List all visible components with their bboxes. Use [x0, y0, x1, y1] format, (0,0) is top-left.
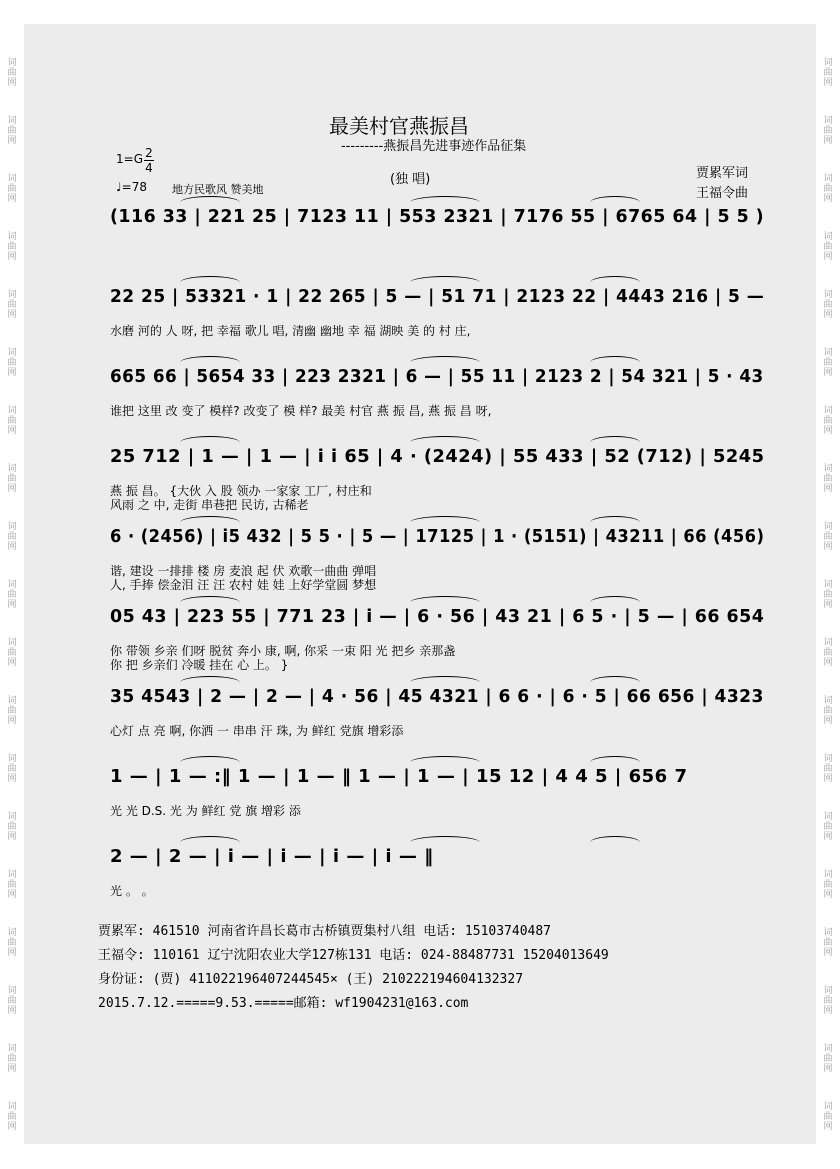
lyrics-line-second-verse: 人, 手捧 偿金泪 汪 汪 农村 娃 娃 上好学堂圆 梦想 [110, 578, 377, 592]
notation-line: 35 4543 | 2 — | 2 — | 4 · 56 | 45 4321 | 6 6 · | 6 · 5 | 66 656 | 4323 [110, 686, 764, 707]
watermark-text: 词曲网 [823, 870, 833, 900]
notation-line: (116 33 | 221 25 | 7123 11 | 553 2321 | 7176 55 | 6765 64 | 5 5 ) [110, 206, 765, 227]
watermark-text: 词曲网 [823, 232, 833, 262]
lyrics-line: 光 。 。 [110, 884, 154, 898]
watermark-text: 词曲网 [823, 348, 833, 378]
watermark-text: 词曲网 [823, 406, 833, 436]
slur-mark [590, 196, 640, 209]
lyrics-line: 光 光 D.S. 光 为 鲜红 党 旗 增彩 添 [110, 804, 301, 818]
lyrics-line: 谁把 这里 改 变了 模样? 改变了 模 样? 最美 村官 燕 振 昌, 燕 振 昌 呀, [110, 404, 492, 418]
watermark-text: 词曲网 [823, 116, 833, 146]
slur-mark [590, 516, 640, 529]
watermark-text: 词曲网 [7, 406, 17, 436]
watermark-text: 词曲网 [7, 928, 17, 958]
slur-mark [410, 756, 480, 769]
watermark-text: 词曲网 [7, 580, 17, 610]
slur-mark [410, 836, 480, 849]
score-row [110, 280, 764, 352]
notation-line: 6 · (2456) | i5 432 | 5 5 · | 5 — | 17125 | 1 · (5151) | 43211 | 66 (456) [110, 526, 765, 547]
watermark-text: 词曲网 [7, 812, 17, 842]
watermark-text: 词曲网 [7, 464, 17, 494]
slur-mark [590, 756, 640, 769]
notation-line: 1 — | 1 — :‖ 1 — | 1 — ‖ 1 — | 1 — | 15 12 | 4 4 5 | 656 7 [110, 766, 688, 787]
slur-mark [590, 436, 640, 449]
score-row [110, 440, 764, 512]
watermark-text: 词曲网 [7, 58, 17, 88]
footer-line-4: 2015.7.12.=====9.53.=====邮箱: wf1904231@163.com [98, 996, 469, 1011]
slur-mark [410, 596, 480, 609]
footer-line-1: 贾累军: 461510 河南省许昌长葛市古桥镇贾集村八组 电话: 15103740487 [98, 924, 552, 939]
score-row [110, 760, 764, 832]
lyricist-credit: 贾累军词 [696, 166, 749, 181]
lyrics-line: 你 带领 乡亲 们呀 脱贫 奔小 康, 啊, 你采 一束 阳 光 把乡 亲那盏 [110, 644, 456, 658]
slur-mark [180, 516, 240, 529]
footer-line-3: 身份证: (贾) 411022196407244545× (王) 210222194604132327 [98, 972, 524, 987]
notation-line: 25 712 | 1 — | 1 — | i i 65 | 4 · (2424) | 55 433 | 52 (712) | 5245 [110, 446, 765, 467]
slur-mark [180, 756, 240, 769]
song-title: 最美村官燕振昌 [329, 114, 469, 138]
slur-mark [410, 356, 480, 369]
watermark-text: 词曲网 [7, 174, 17, 204]
score-row [110, 600, 764, 672]
watermark-text: 词曲网 [7, 290, 17, 320]
watermark-text: 词曲网 [7, 754, 17, 784]
time-signature [144, 146, 154, 175]
watermark-text: 词曲网 [823, 58, 833, 88]
watermark-text: 词曲网 [7, 870, 17, 900]
slur-mark [410, 276, 480, 289]
lyrics-line-second-verse: 风雨 之 中, 走街 串巷把 民访, 古稀老 [110, 498, 309, 512]
key-signature: 1=G [116, 152, 143, 166]
performance-mark: (独 唱) [390, 172, 431, 187]
watermark-text: 词曲网 [823, 812, 833, 842]
watermark-text: 词曲网 [823, 290, 833, 320]
tempo-mark: ♩=78 [116, 180, 147, 194]
watermark-text: 词曲网 [7, 1044, 17, 1074]
slur-mark [590, 836, 640, 849]
footer-line-2: 王福令: 110161 辽宁沈阳农业大学127栋131 电话: 024-88487731 15204013649 [98, 948, 609, 963]
notation-line: 22 25 | 53321 · 1 | 22 265 | 5 — | 51 71 | 2123 22 | 4443 216 | 5 — [110, 286, 765, 307]
slur-mark [180, 596, 240, 609]
watermark-text: 词曲网 [823, 522, 833, 552]
watermark-text: 词曲网 [823, 986, 833, 1016]
slur-mark [410, 436, 480, 449]
watermark-text: 词曲网 [823, 696, 833, 726]
score-row [110, 840, 764, 912]
watermark-text: 词曲网 [7, 696, 17, 726]
slur-mark [590, 676, 640, 689]
lyrics-line: 水磨 河的 人 呀, 把 幸福 歌儿 唱, 清幽 幽地 幸 福 湖映 美 的 村 庄, [110, 324, 471, 338]
song-subtitle: ---------燕振昌先进事迹作品征集 [341, 139, 527, 154]
score-row [110, 520, 764, 592]
slur-mark [590, 356, 640, 369]
left-watermark-strip [0, 0, 24, 1169]
watermark-text: 词曲网 [823, 754, 833, 784]
time-denominator: 4 [145, 161, 153, 175]
composer-credit: 王福令曲 [696, 186, 749, 201]
slur-mark [180, 836, 240, 849]
slur-mark [180, 436, 240, 449]
slur-mark [180, 676, 240, 689]
watermark-text: 词曲网 [823, 580, 833, 610]
slur-mark [180, 196, 240, 209]
watermark-text: 词曲网 [7, 116, 17, 146]
slur-mark [410, 516, 480, 529]
slur-mark [180, 356, 240, 369]
time-numerator: 2 [145, 146, 153, 160]
watermark-text: 词曲网 [823, 1044, 833, 1074]
slur-mark [590, 276, 640, 289]
notation-line: 2 — | 2 — | i — | i — | i — | i — ‖ [110, 846, 434, 867]
style-mark: 地方民歌风 赞美地 [172, 183, 264, 196]
watermark-text: 词曲网 [7, 638, 17, 668]
watermark-text: 词曲网 [823, 464, 833, 494]
slur-mark [410, 676, 480, 689]
lyrics-line: 谐, 建设 一排排 楼 房 麦浪 起 伏 欢歌一曲曲 弹唱 [110, 564, 377, 578]
score-row [110, 680, 764, 752]
lyrics-line: 心灯 点 亮 啊, 你洒 一 串串 汗 珠, 为 鲜红 党旗 增彩添 [110, 724, 404, 738]
watermark-text: 词曲网 [7, 986, 17, 1016]
slur-mark [180, 276, 240, 289]
watermark-text: 词曲网 [823, 174, 833, 204]
lyrics-line: 燕 振 昌。 {大伙 入 股 领办 一家家 工厂, 村庄和 [110, 484, 372, 498]
slur-mark [410, 196, 480, 209]
score-row [110, 360, 764, 432]
watermark-text: 词曲网 [7, 348, 17, 378]
slur-mark [590, 596, 640, 609]
score-page [24, 24, 816, 1144]
watermark-text: 词曲网 [7, 522, 17, 552]
notation-line: 665 66 | 5654 33 | 223 2321 | 6 — | 55 11 | 2123 2 | 54 321 | 5 · 43 [110, 366, 764, 387]
watermark-text: 词曲网 [7, 232, 17, 262]
watermark-text: 词曲网 [823, 1102, 833, 1132]
right-watermark-strip [816, 0, 840, 1169]
score-row [110, 200, 764, 272]
lyrics-line-second-verse: 你 把 乡亲们 冷暖 挂在 心 上。 } [110, 658, 289, 672]
watermark-text: 词曲网 [823, 928, 833, 958]
notation-line: 05 43 | 223 55 | 771 23 | i — | 6 · 56 | 43 21 | 6 5 · | 5 — | 66 654 [110, 606, 765, 627]
watermark-text: 词曲网 [823, 638, 833, 668]
watermark-text: 词曲网 [7, 1102, 17, 1132]
